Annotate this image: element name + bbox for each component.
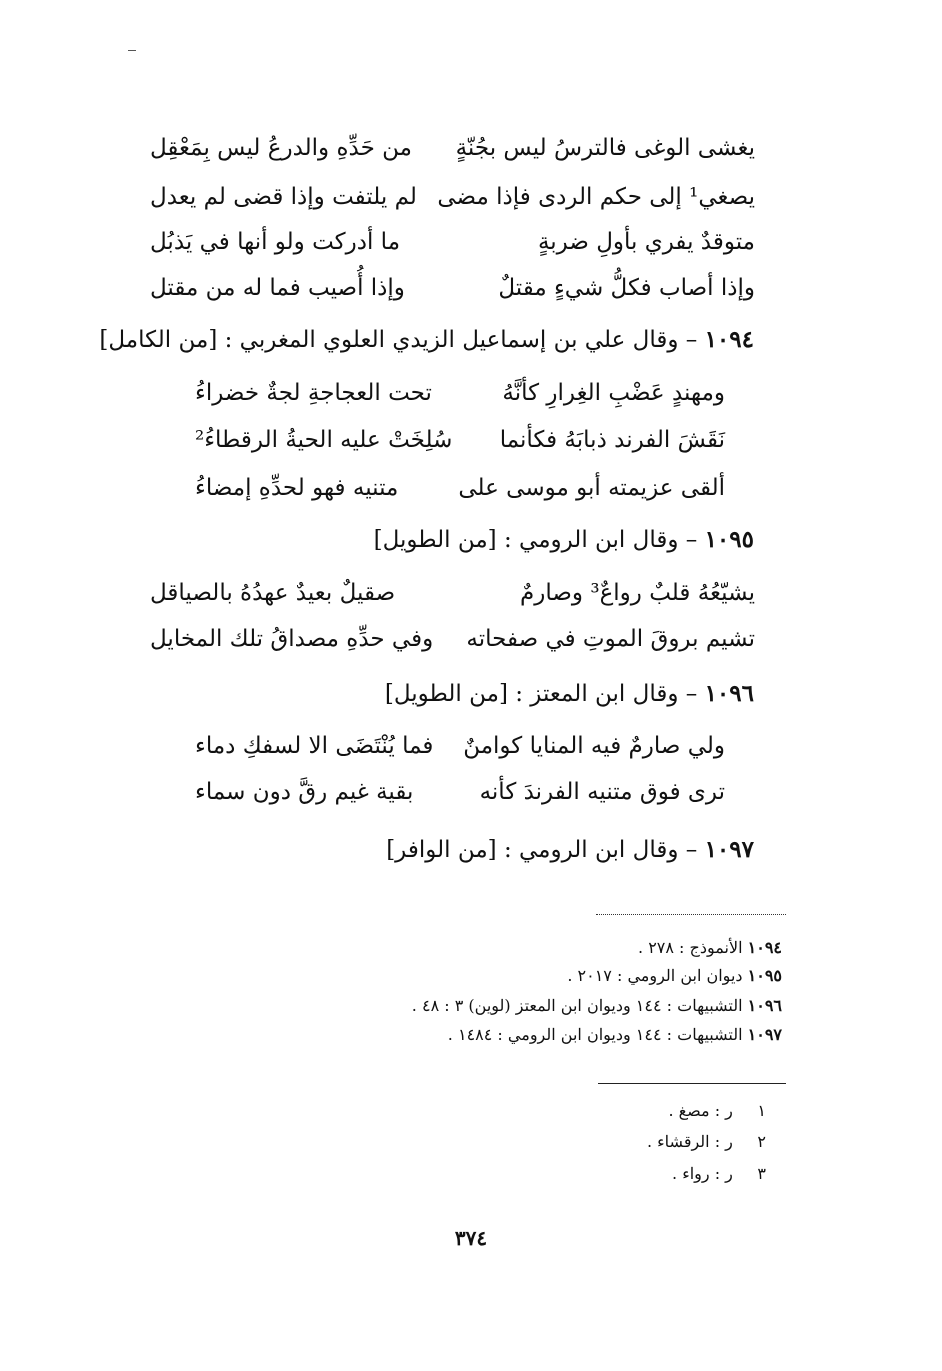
- verse-1094-1: [195, 373, 725, 413]
- verse-1096-2: [195, 772, 725, 812]
- section-heading-1096: [385, 674, 754, 714]
- verse-second-hemistich: صقيلٌ بعيدٌ عهدُهُ بالصياقل: [150, 580, 396, 606]
- section-heading-1094: [99, 320, 754, 360]
- verse-first-hemistich: تشيم بروقَ الموتِ في صفحاته: [466, 626, 755, 652]
- verse-second-hemistich: لم يلتفت وإذا قضى لم يعدل: [150, 184, 417, 210]
- section-heading-text: – وقال علي بن إسماعيل الزيدي العلوي المغربي : [من الكامل]: [99, 327, 698, 353]
- verse-second-hemistich: وإذا أُصيب فما له من مقتل: [150, 275, 405, 301]
- footnote-2: [647, 1127, 766, 1157]
- verse-first-hemistich: ومهندٍ عَضْبِ الغِرارِ كأنَّهُ: [502, 380, 725, 406]
- source-number: ١٠٩٥: [747, 966, 782, 985]
- verse-second-hemistich: بقية غيم رقَّ دون سماء: [195, 779, 414, 805]
- source-text: ديوان ابن الرومي : ٢٠١٧ .: [567, 966, 743, 985]
- footnote-number: ١: [757, 1101, 766, 1120]
- section-number: ١٠٩٤: [704, 326, 754, 353]
- footnote-text: ر : الرقشاء .: [646, 1132, 733, 1151]
- verse-top-1: [150, 128, 755, 168]
- corner-mark: [128, 50, 136, 51]
- verse-first-hemistich: ولي صارمٌ فيه المنايا كوامنٌ: [463, 733, 725, 759]
- footnote-3: [672, 1159, 766, 1189]
- source-text: التشبيهات : ١٤٤ وديوان ابن الرومي : ١٤٨٤ .: [447, 1025, 743, 1044]
- footnote-number: ٢: [757, 1132, 766, 1151]
- verse-1096-1: [195, 726, 725, 766]
- section-heading-1097: [386, 830, 754, 870]
- source-line-1094: [638, 934, 782, 962]
- verse-second-hemistich: تحت العجاجةِ لجةٌ خضراءُ: [195, 380, 432, 406]
- source-number: ١٠٩٦: [747, 996, 782, 1015]
- footnote-1: [668, 1096, 766, 1126]
- verse-first-hemistich: وإذا أصاب فكلُّ شيءٍ مقتلٌ: [498, 275, 755, 301]
- verse-first-hemistich: يشيّعُهُ قلبٌ رواعٌ³ وصارمٌ: [520, 580, 755, 606]
- source-text: الأنموذج : ٢٧٨ .: [638, 938, 743, 957]
- footnote-text: ر : رواء .: [672, 1164, 733, 1183]
- verse-1094-2: [195, 420, 725, 460]
- footnote-number: ٣: [757, 1164, 766, 1183]
- section-number: ١٠٩٦: [704, 680, 754, 707]
- verse-second-hemistich: من حَدِّهِ والدرعُ ليس بِمَعْقِل: [150, 135, 412, 161]
- verse-second-hemistich: سُلِخَتْ عليه الحيةُ الرقطاءُ²: [195, 427, 453, 453]
- verse-first-hemistich: ألقى عزيمته أبو موسى على: [458, 475, 725, 501]
- section-heading-text: – وقال ابن الرومي : [من الطويل]: [373, 527, 698, 553]
- source-text: التشبيهات : ١٤٤ وديوان ابن المعتز (لوين) ٣ : ٤٨ .: [411, 996, 743, 1015]
- verse-1095-1: [150, 573, 755, 613]
- section-heading-text: – وقال ابن المعتز : [من الطويل]: [384, 681, 698, 707]
- verse-first-hemistich: متوقدٌ يفري بأولِ ضربةٍ: [537, 229, 755, 255]
- verse-second-hemistich: ما أدركت ولو أنها في يَذبُل: [150, 229, 401, 255]
- verse-second-hemistich: وفي حدِّهِ مصداقُ تلك المخايل: [150, 626, 434, 652]
- source-number: ١٠٩٧: [747, 1025, 782, 1044]
- verse-1094-3: [195, 468, 725, 508]
- verse-top-2: [150, 177, 755, 217]
- verse-top-4: [150, 268, 755, 308]
- section-number: ١٠٩٧: [704, 836, 754, 863]
- page-number: ٣٧٤: [454, 1226, 488, 1250]
- verse-1095-2: [150, 619, 755, 659]
- verse-first-hemistich: ترى فوق متنيه الفرندَ كأنه: [479, 779, 725, 805]
- verse-top-3: [150, 222, 755, 262]
- section-heading-1095: [374, 520, 754, 560]
- verse-first-hemistich: يصغي¹ إلى حكم الردى فإذا مضى: [437, 184, 755, 210]
- verse-second-hemistich: متنيه فهو لحدِّهِ إمضاءُ: [195, 475, 399, 501]
- source-line-1095: [567, 962, 782, 990]
- source-line-1097: [448, 1021, 782, 1049]
- section-heading-text: – وقال ابن الرومي : [من الوافر]: [386, 837, 698, 863]
- verse-first-hemistich: نَقَشَ الفرند ذبابَهُ فكأنما: [499, 427, 725, 453]
- source-number: ١٠٩٤: [747, 938, 782, 957]
- verse-second-hemistich: فما يُنْتَضَى الا لسفكِ دماء: [195, 733, 434, 759]
- verse-first-hemistich: يغشى الوغى فالترسُ ليس بجُنّةٍ: [455, 135, 755, 161]
- source-line-1096: [412, 992, 782, 1020]
- footnotes-divider: [598, 1083, 786, 1084]
- footnote-text: ر : مصغ .: [668, 1101, 733, 1120]
- sources-divider: [596, 914, 786, 915]
- section-number: ١٠٩٥: [704, 526, 754, 553]
